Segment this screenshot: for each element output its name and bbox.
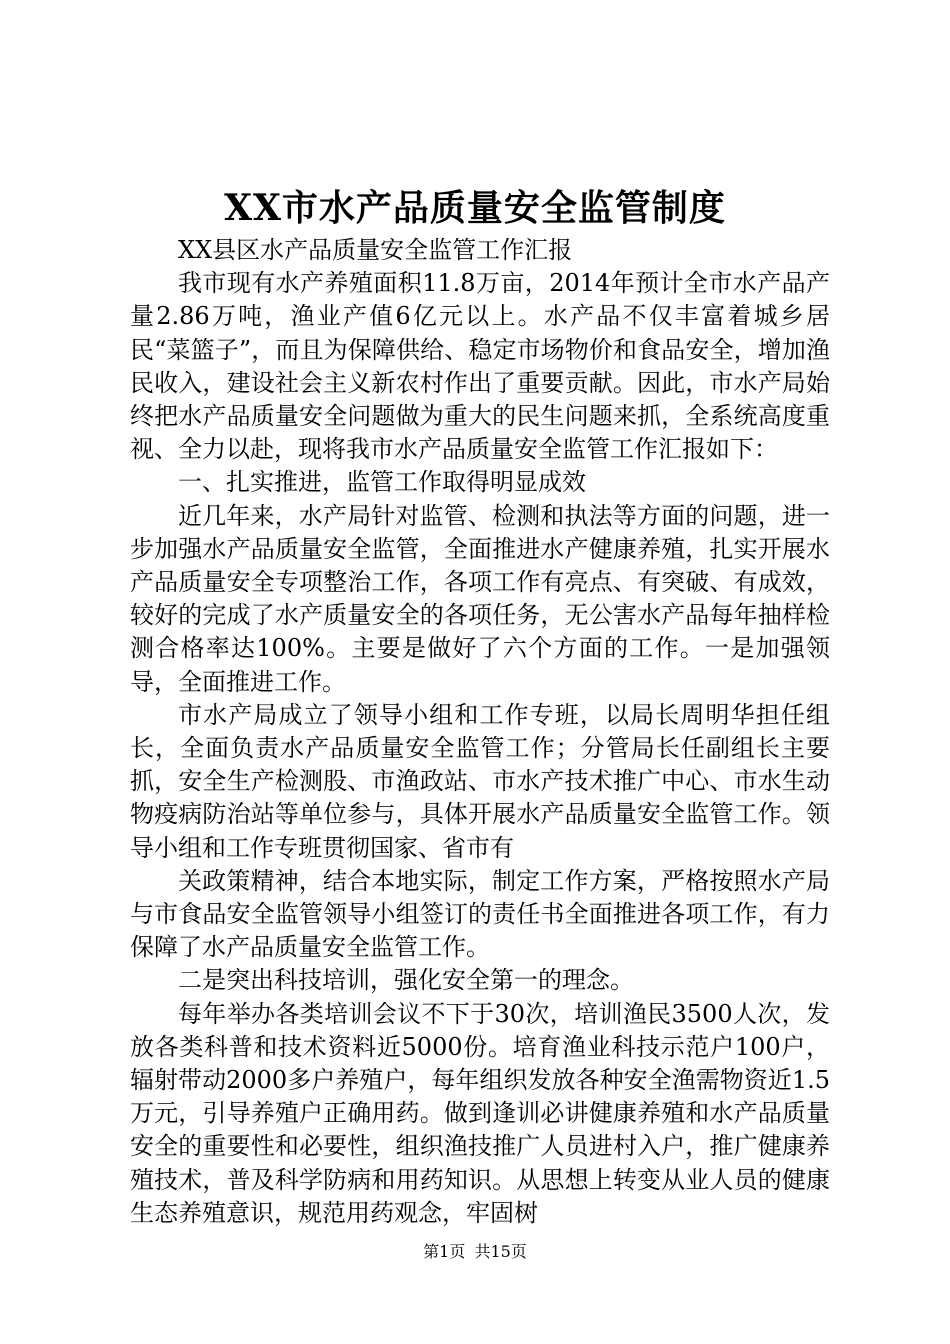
document-body — [130, 234, 830, 1230]
paragraph: 每年举办各类培训会议不下于30次，培训渔民3500人次，发放各类科普和技术资料近5000份。培育渔业科技示范户100户，辐射带动2000多户养殖户，每年组织发放各种安全渔需物资近1.5万元，引导养殖户正确用药。做到逢训必讲健康养殖和水产品质量安全的重要性和必要性，组织渔技推广人员进村入户，推广健康养殖技术，普及科学防病和用药知识。从思想上转变从业人员的健康生态养殖意识，规范用药观念，牢固树 — [130, 999, 830, 1227]
section-heading: 一、扎实推进，监管工作取得明显成效 — [178, 468, 586, 497]
page-total: 共15页 — [474, 1242, 527, 1261]
paragraph: 关政策精神，结合本地实际，制定工作方案，严格按照水产局与市食品安全监管领导小组签订的责任书全面推进各项工作，有力保障了水产品质量安全监管工作。 — [130, 866, 830, 962]
page-footer — [0, 1237, 950, 1267]
paragraph-subtitle: XX县区水产品质量安全监管工作汇报 — [178, 236, 573, 264]
paragraph: 二是突出科技培训，强化安全第一的理念。 — [178, 966, 634, 995]
document-title: XX市水产品质量安全监管制度 — [224, 187, 726, 229]
paragraph: 市水产局成立了领导小组和工作专班，以局长周明华担任组长，全面负责水产品质量安全监管工作；分管局长任副组长主要抓，安全生产检测股、市渔政站、市水产技术推广中心、市水生动物疫病防治站等单位参与，具体开展水产品质量安全监管工作。领导小组和工作专班贯彻国家、省市有 — [130, 700, 830, 862]
paragraph: 近几年来，水产局针对监管、检测和执法等方面的问题，进一步加强水产品质量安全监管，全面推进水产健康养殖，扎实开展水产品质量安全专项整治工作，各项工作有亮点、有突破、有成效，较好的完成了水产质量安全的各项任务，无公害水产品每年抽样检测合格率达100%。主要是做好了六个方面的工作。一是加强领导，全面推进工作。 — [130, 501, 830, 696]
page-number: 第1页 — [423, 1242, 466, 1261]
paragraph: 我市现有水产养殖面积11.8万亩，2014年预计全市水产品产量2.86万吨，渔业产值6亿元以上。水产品不仅丰富着城乡居民“菜篮子”，而且为保障供给、稳定市场物价和食品安全，增加渔民收入，建设社会主义新农村作出了重要贡献。因此，市水产局始终把水产品质量安全问题做为重大的民生问题来抓，全系统高度重视、全力以赴，现将我市水产品质量安全监管工作汇报如下： — [130, 269, 830, 464]
